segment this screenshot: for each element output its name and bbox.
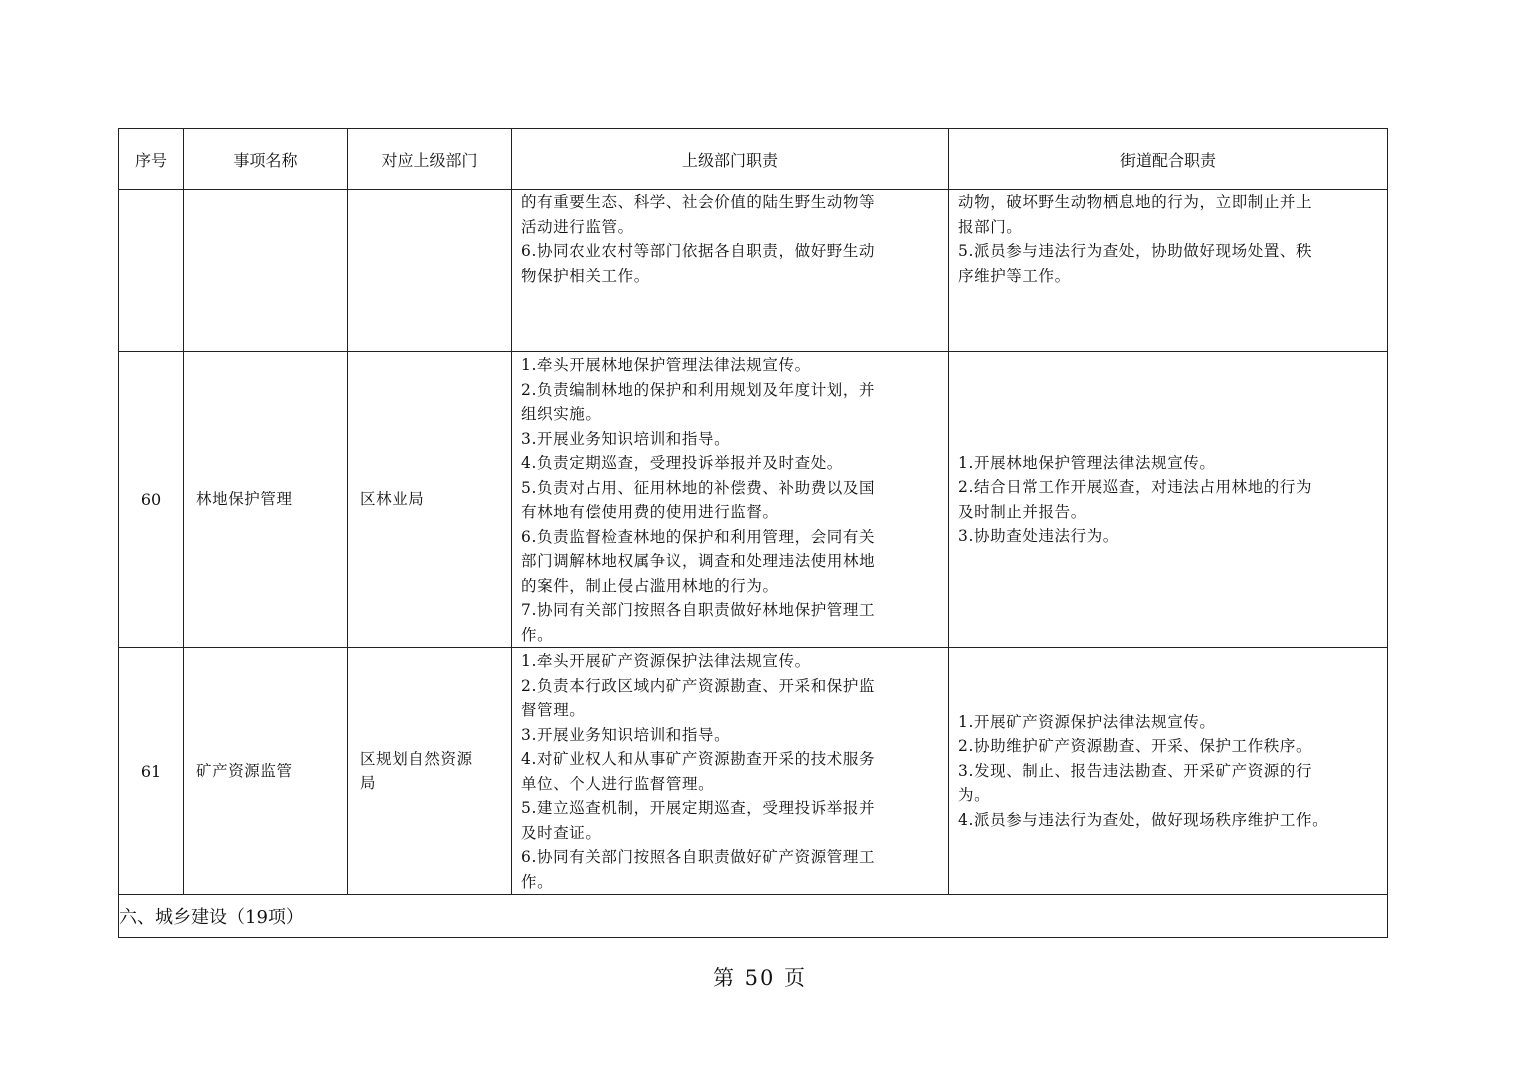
duty-line: 6.负责监督检查林地的保护和利用管理，会同有关 bbox=[521, 527, 876, 546]
row-item-name bbox=[184, 190, 348, 352]
duty-line: 作。 bbox=[521, 625, 554, 644]
duty-line: 作。 bbox=[521, 872, 554, 891]
row-dept: 区林业局 bbox=[348, 352, 512, 648]
section-title: 六、城乡建设（19项） bbox=[119, 895, 1388, 938]
duty-line: 5.负责对占用、征用林地的补偿费、补助费以及国 bbox=[521, 478, 876, 497]
duty-table bbox=[118, 128, 1388, 938]
duty-line: 2.负责编制林地的保护和利用规划及年度计划，并 bbox=[521, 380, 876, 399]
page-number: 第 50 页 bbox=[712, 966, 808, 990]
street-line: 1.开展林地保护管理法律法规宣传。 bbox=[958, 453, 1216, 472]
table-header-row bbox=[119, 129, 1388, 190]
table-row bbox=[119, 648, 1388, 895]
street-line: 3.协助查处违法行为。 bbox=[958, 527, 1119, 545]
duty-line: 物保护相关工作。 bbox=[521, 266, 650, 285]
dept-line: 局 bbox=[360, 774, 377, 792]
duty-line: 6.协同农业农村等部门依据各自职责，做好野生动 bbox=[521, 242, 876, 260]
duty-line: 及时查证。 bbox=[521, 823, 602, 842]
street-line: 及时制止并报告。 bbox=[958, 502, 1087, 521]
header-dept-duty: 上级部门职责 bbox=[512, 129, 949, 190]
street-line: 2.协助维护矿产资源勘查、开采、保护工作秩序。 bbox=[958, 737, 1313, 756]
street-line: 为。 bbox=[958, 786, 991, 805]
street-line: 序维护等工作。 bbox=[958, 266, 1071, 285]
duty-line: 的有重要生态、科学、社会价值的陆生野生动物等 bbox=[521, 193, 876, 211]
section-row bbox=[119, 895, 1388, 938]
street-line: 2.结合日常工作开展巡查，对违法占用林地的行为 bbox=[958, 478, 1313, 496]
street-line: 3.发现、制止、报告违法勘查、开采矿产资源的行 bbox=[958, 761, 1313, 780]
street-line: 动物，破坏野生动物栖息地的行为，立即制止并上 bbox=[958, 193, 1313, 211]
street-line: 4.派员参与违法行为查处，做好现场秩序维护工作。 bbox=[958, 810, 1329, 829]
row-street-duty bbox=[949, 648, 1388, 895]
table-row bbox=[119, 190, 1388, 352]
row-street-duty bbox=[949, 352, 1388, 648]
row-dept-duty bbox=[512, 352, 949, 648]
duty-line: 部门调解林地权属争议，调查和处理违法使用林地 bbox=[521, 552, 876, 570]
duty-line: 5.建立巡查机制，开展定期巡查，受理投诉举报并 bbox=[521, 799, 876, 817]
street-line: 1.开展矿产资源保护法律法规宣传。 bbox=[958, 712, 1216, 731]
row-street-duty bbox=[949, 190, 1388, 352]
duty-line: 的案件，制止侵占滥用林地的行为。 bbox=[521, 576, 779, 595]
duty-line: 7.协同有关部门按照各自职责做好林地保护管理工 bbox=[521, 601, 876, 619]
row-item-name: 矿产资源监管 bbox=[184, 648, 348, 895]
dept-line: 区规划自然资源 bbox=[360, 749, 473, 768]
row-no: 61 bbox=[119, 648, 184, 895]
duty-line: 3.开展业务知识培训和指导。 bbox=[521, 725, 731, 744]
duty-line: 1.牵头开展矿产资源保护法律法规宣传。 bbox=[521, 652, 811, 670]
duty-line: 督管理。 bbox=[521, 701, 586, 719]
street-line: 5.派员参与违法行为查处，协助做好现场处置、秩 bbox=[958, 242, 1313, 260]
header-item-name: 事项名称 bbox=[184, 129, 348, 190]
duty-line: 2.负责本行政区域内矿产资源勘查、开采和保护监 bbox=[521, 676, 876, 695]
duty-line: 组织实施。 bbox=[521, 405, 602, 423]
row-dept bbox=[348, 648, 512, 895]
row-dept-duty bbox=[512, 648, 949, 895]
header-dept: 对应上级部门 bbox=[348, 129, 512, 190]
duty-line: 3.开展业务知识培训和指导。 bbox=[521, 429, 731, 448]
duty-line: 4.负责定期巡查，受理投诉举报并及时查处。 bbox=[521, 454, 843, 472]
table-row bbox=[119, 352, 1388, 648]
duty-line: 活动进行监管。 bbox=[521, 217, 634, 236]
street-line: 报部门。 bbox=[958, 217, 1023, 236]
duty-line: 1.牵头开展林地保护管理法律法规宣传。 bbox=[521, 356, 811, 374]
duty-line: 单位、个人进行监督管理。 bbox=[521, 774, 715, 793]
header-no: 序号 bbox=[119, 129, 184, 190]
row-dept bbox=[348, 190, 512, 352]
row-dept-duty bbox=[512, 190, 949, 352]
duty-line: 6.协同有关部门按照各自职责做好矿产资源管理工 bbox=[521, 848, 876, 866]
row-no: 60 bbox=[119, 352, 184, 648]
duty-line: 有林地有偿使用费的使用进行监督。 bbox=[521, 503, 779, 521]
row-item-name: 林地保护管理 bbox=[184, 352, 348, 648]
duty-line: 4.对矿业权人和从事矿产资源勘查开采的技术服务 bbox=[521, 750, 876, 768]
row-no bbox=[119, 190, 184, 352]
header-street-duty: 街道配合职责 bbox=[949, 129, 1388, 190]
